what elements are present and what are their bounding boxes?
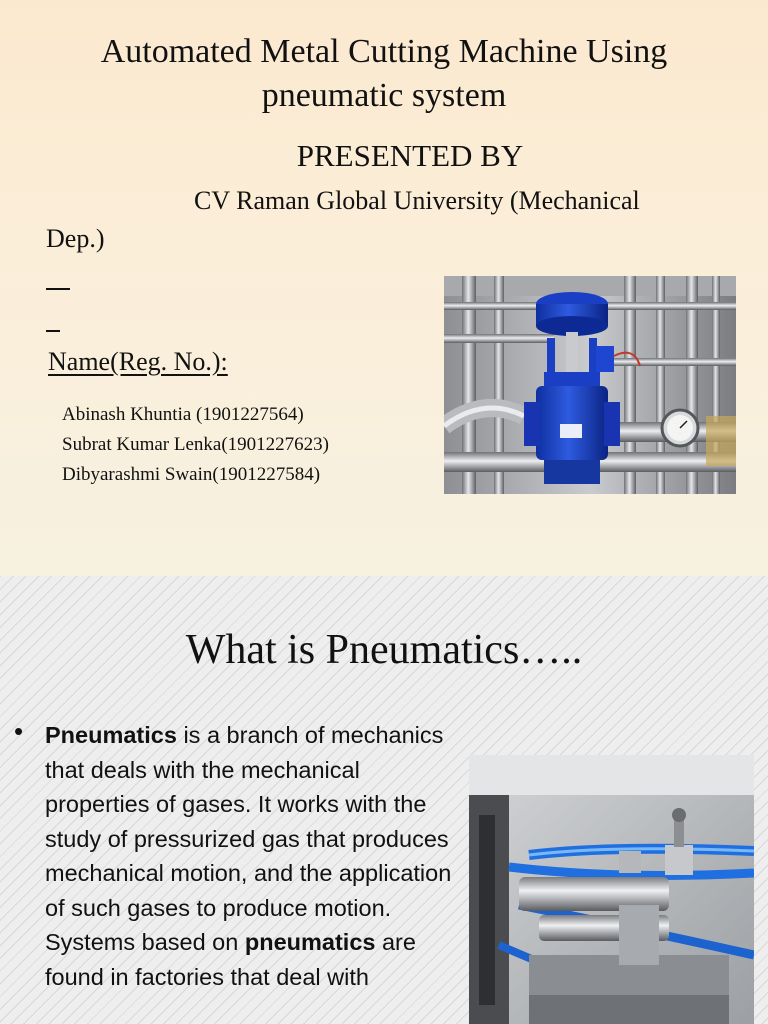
dash-line — [46, 288, 70, 290]
university-line-2: Dep.) — [46, 224, 105, 253]
pneumatic-machine-photo — [469, 755, 754, 1024]
pneumatics-slide — [0, 576, 768, 1024]
term-pneumatics-2: pneumatics — [244, 929, 376, 955]
name-reg-header: Name(Reg. No.): — [48, 347, 228, 376]
slide-title: Automated Metal Cutting Machine Using pneumatic system — [100, 33, 668, 114]
member-item: Abinash Khuntia (1901227564) — [62, 404, 304, 425]
university-line-1: CV Raman Global University (Mechanical — [194, 186, 640, 215]
pneumatics-paragraph — [45, 718, 470, 994]
member-item: Subrat Kumar Lenka(1901227623) — [62, 434, 329, 455]
member-item: Dibyarashmi Swain(1901227584) — [62, 464, 321, 485]
presented-by-label: PRESENTED BY — [296, 138, 524, 173]
member-list — [62, 400, 329, 490]
control-valve-photo — [444, 276, 736, 494]
bullet-icon: • — [14, 716, 24, 746]
term-pneumatics: Pneumatics — [45, 722, 177, 748]
paragraph-text-1: is a branch of mechanics that deals with the mechanical properties of gases. It works with the study of pressurized gas that produces mechanical motion, and the application of such gases to produce motion. Systems based on — [45, 722, 452, 955]
paragraph-text-2: are found in factories that deal with — [45, 929, 416, 990]
dash-line-short — [46, 330, 60, 332]
slide-heading: What is Pneumatics….. — [185, 627, 583, 673]
